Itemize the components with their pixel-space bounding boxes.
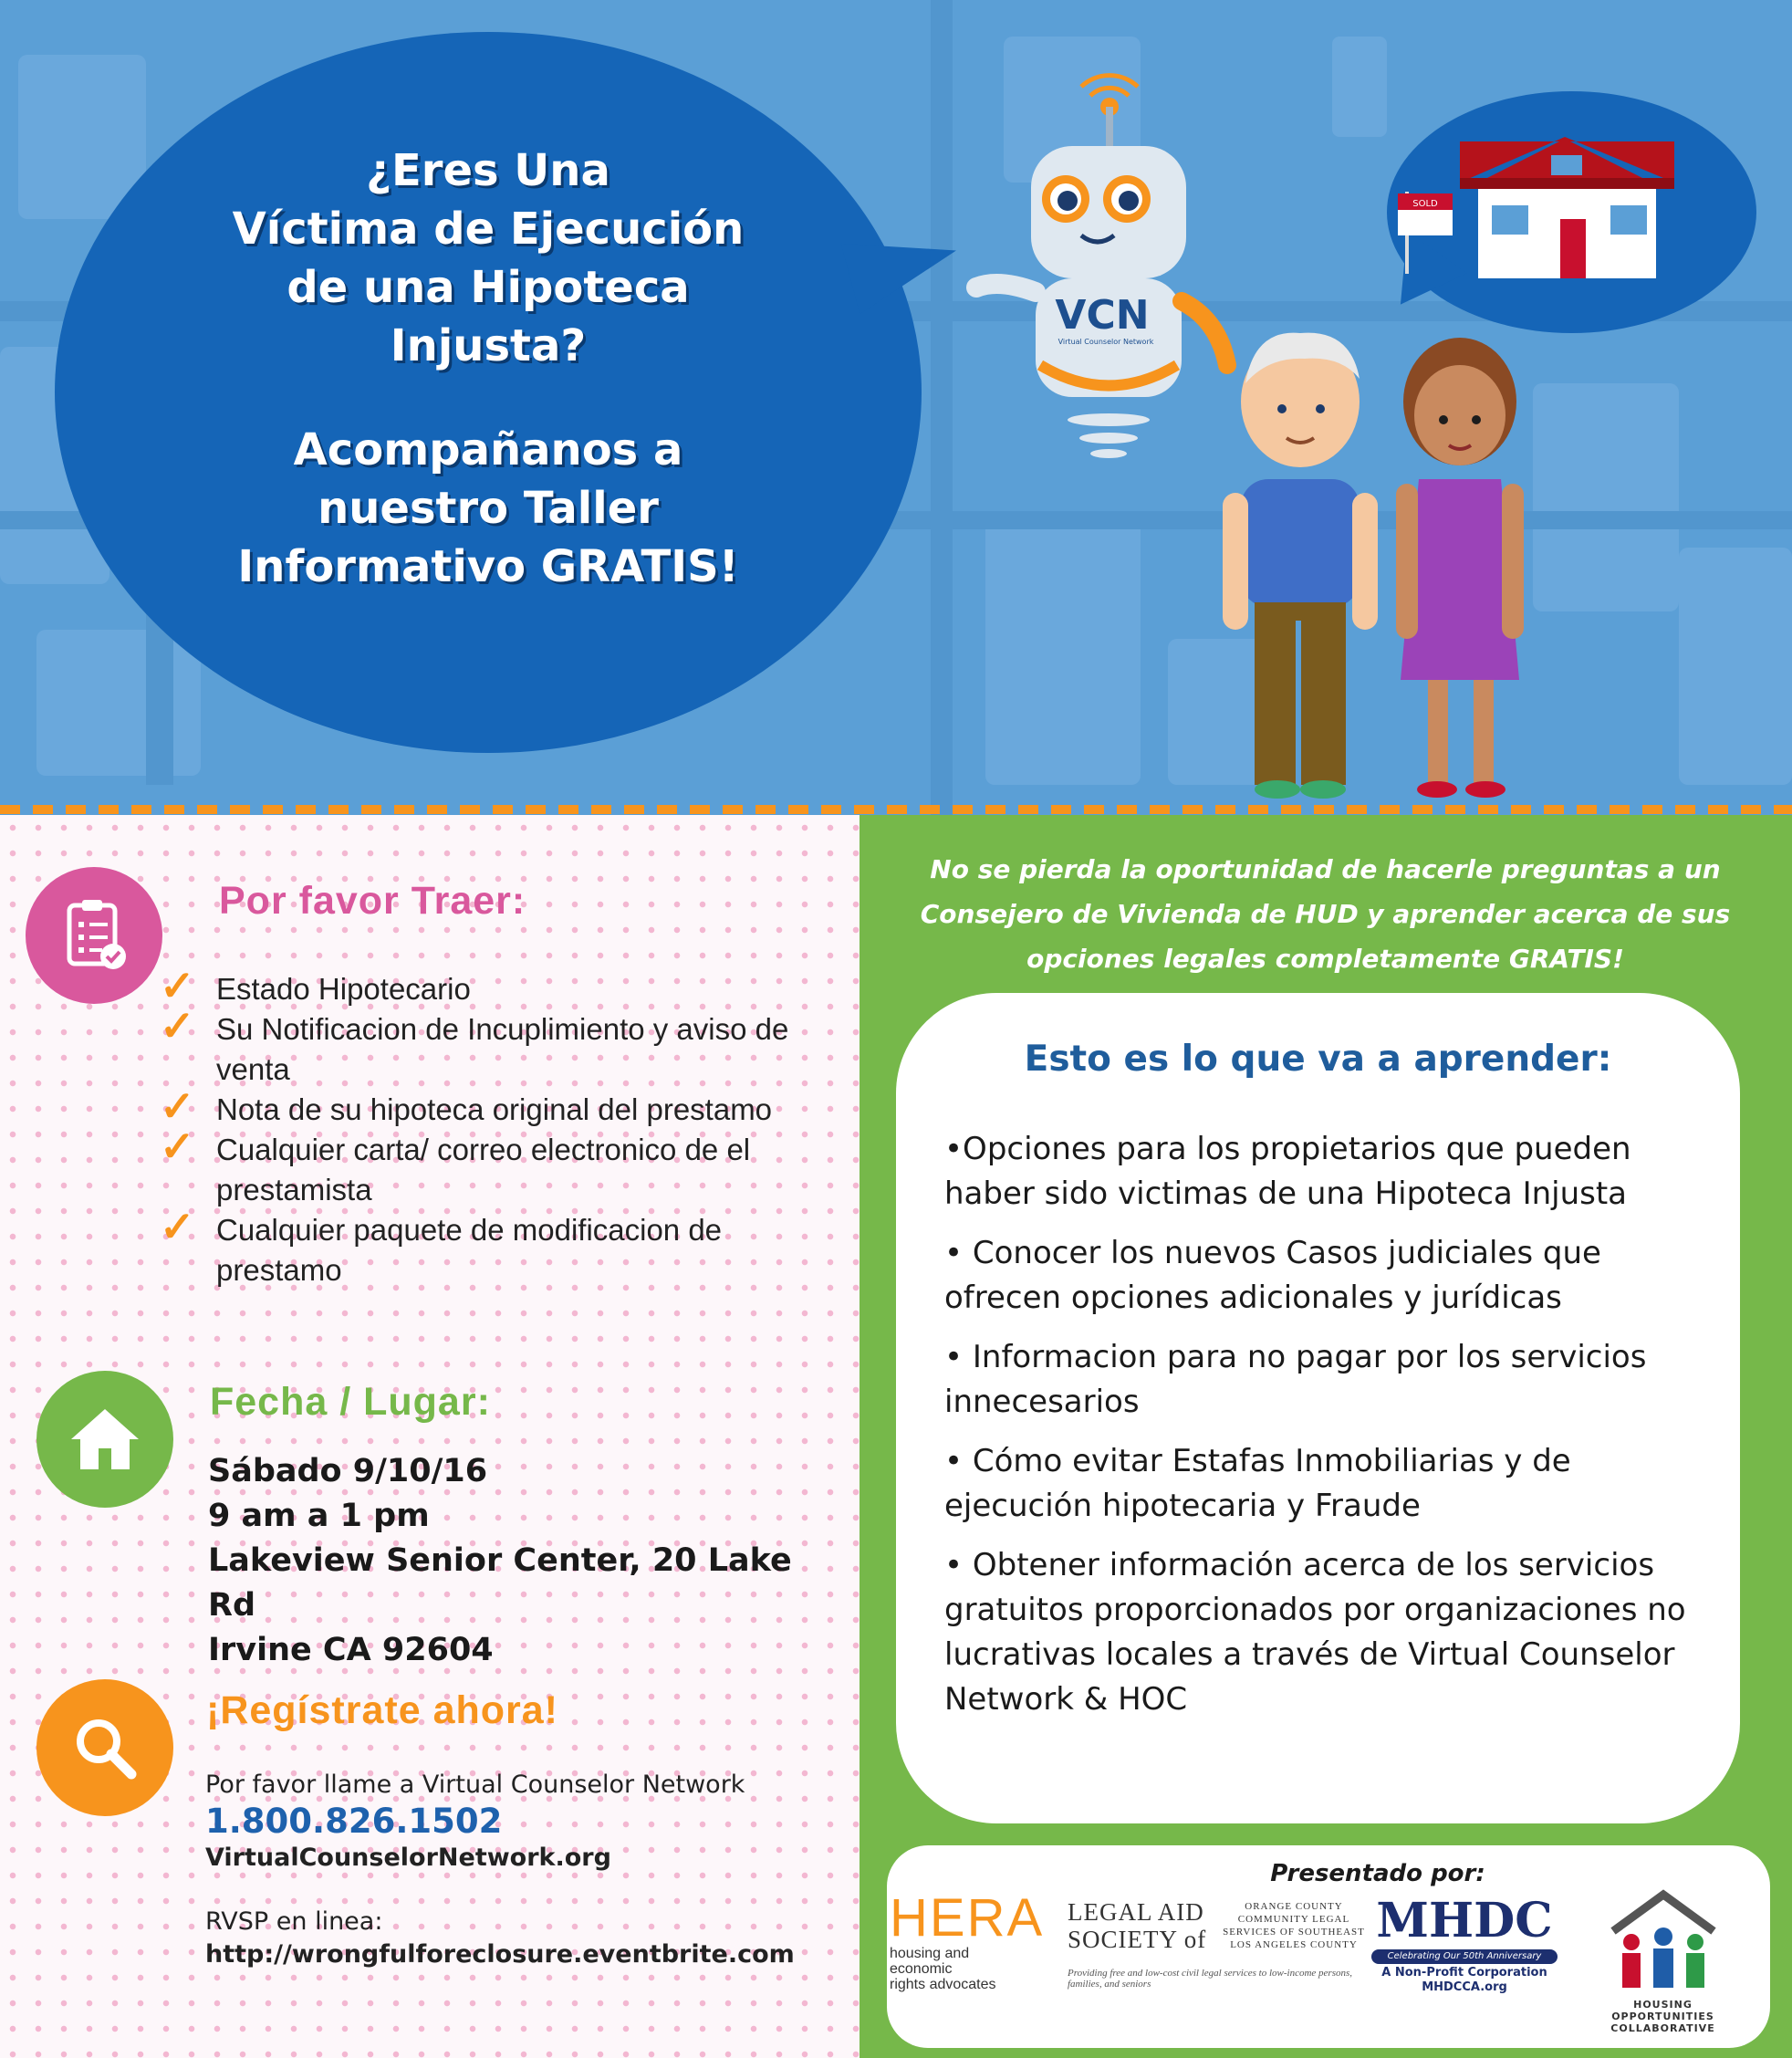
hera-tagline: economic	[890, 1961, 953, 1977]
checkmark-icon: ✓	[160, 1082, 195, 1130]
mhdc-logo	[1364, 1895, 1565, 1995]
headline-line: de una Hipoteca	[287, 262, 690, 313]
legal-aid-oc: ORANGE COUNTY COMMUNITY LEGAL SERVICES OF SOUTHEAST LOS ANGELES COUNTY	[1223, 1901, 1365, 1950]
mhdc-line: A Non-Profit Corporation	[1381, 1966, 1547, 1980]
when-title: Fecha / Lugar:	[210, 1380, 491, 1424]
learn-item: • Conocer los nuevos Casos judiciales que ofrecen opciones adicionales y jurídicas	[944, 1235, 1601, 1316]
checkmark-icon: ✓	[160, 1203, 195, 1250]
intro-line: Consejero de Vivienda de HUD y aprender acerca de sus	[920, 899, 1731, 929]
mhdc-url: MHDCCA.org	[1422, 1980, 1507, 1994]
hoc-wordmark: HOUSING OPPORTUNITIES COLLABORATIVE	[1610, 1999, 1715, 2034]
robot-logo: VCN	[1055, 292, 1150, 339]
bring-list	[160, 962, 817, 1290]
hero-banner	[0, 0, 1792, 815]
learn-item: • Cómo evitar Estafas Inmobiliarias y de ejecución hipotecaria y Fraude	[944, 1443, 1571, 1524]
divider-dashes	[0, 805, 1792, 814]
list-item: ✓ Su Notificacion de Incuplimiento y aviso de venta	[160, 1002, 789, 1086]
event-time: 9 am a 1 pm	[208, 1498, 430, 1534]
mhdc-wordmark: MHDC	[1376, 1893, 1553, 1948]
event-city: Irvine CA 92604	[208, 1632, 494, 1668]
hoc-logo	[1583, 1886, 1743, 2034]
event-date: Sábado 9/10/16	[208, 1453, 488, 1489]
intro-line: opciones legales completamente GRATIS!	[1026, 944, 1624, 974]
rsvp-label: RVSP en linea:	[205, 1907, 383, 1936]
subheadline-line: Acompañanos a	[293, 424, 683, 475]
house-icon	[36, 1371, 173, 1508]
checkmark-icon: ✓	[160, 1123, 195, 1170]
subheadline-line: nuestro Taller	[318, 483, 659, 534]
hera-tagline: rights advocates	[890, 1977, 996, 1992]
bring-title: Por favor Traer:	[219, 879, 526, 923]
legal-aid-wordmark: SOCIETY of	[1068, 1926, 1207, 1953]
mhdc-ribbon: Celebrating Our 50th Anniversary	[1371, 1949, 1558, 1964]
checkmark-icon: ✓	[160, 962, 195, 1009]
register-info	[205, 1769, 844, 1971]
hoc-house-icon	[1604, 1886, 1723, 1995]
phone-number[interactable]: 1.800.826.1502	[205, 1802, 503, 1841]
headline	[137, 141, 839, 596]
legal-aid-wordmark: LEGAL AID	[1068, 1898, 1204, 1926]
call-text: Por favor llame a Virtual Counselor Network	[205, 1771, 745, 1799]
hera-logo	[890, 1888, 1045, 1992]
headline-line: ¿Eres Una	[366, 145, 610, 196]
hera-wordmark: HERA	[890, 1888, 1045, 1948]
learn-list	[944, 1127, 1720, 1737]
learn-item: • Obtener información acerca de los servicios gratuitos proporcionados por organizaciones no lucrativas locales a través de Virtual Counselor Network & HOC	[944, 1547, 1686, 1718]
list-item: ✓ Cualquier paquete de modificacion de prestamo	[160, 1203, 723, 1287]
clipboard-icon	[26, 867, 162, 1004]
list-item: ✓ Cualquier carta/ correo electronico de el prestamista	[160, 1123, 751, 1207]
house-icon-illustration	[1396, 128, 1734, 292]
checkmark-icon: ✓	[160, 1002, 195, 1050]
couple-illustration	[1204, 319, 1551, 812]
sold-sign-text: SOLD	[1412, 199, 1438, 209]
subheadline-line: Informativo GRATIS!	[237, 541, 739, 592]
rsvp-link[interactable]: http://wrongfulforeclosure.eventbrite.com	[205, 1940, 795, 1969]
website-link[interactable]: VirtualCounselorNetwork.org	[205, 1844, 611, 1872]
search-icon	[36, 1679, 173, 1816]
list-item: ✓ Nota de su hipoteca original del prestamo	[160, 1082, 773, 1130]
learn-title: Esto es lo que va a aprender:	[1024, 1039, 1612, 1080]
register-title: ¡Regístrate ahora!	[206, 1688, 558, 1732]
learn-item: • Informacion para no pagar por los servicios innecesarios	[944, 1339, 1647, 1420]
intro-text	[894, 847, 1756, 981]
headline-line: Injusta?	[390, 320, 587, 371]
list-item: ✓ Estado Hipotecario	[160, 962, 471, 1009]
legal-aid-tagline: Providing free and low-cost civil legal services to low-income persons, families, and seniors	[1068, 1968, 1353, 1990]
event-details	[208, 1449, 847, 1673]
headline-line: Víctima de Ejecución	[232, 204, 745, 255]
event-place: Lakeview Senior Center, 20 Lake Rd	[208, 1542, 792, 1624]
presented-by: Presentado por:	[1270, 1860, 1485, 1887]
learn-item: •Opciones para los propietarios que pueden haber sido victimas de una Hipoteca Injusta	[944, 1131, 1631, 1212]
robot-logo-sub: Virtual Counselor Network	[1057, 338, 1154, 346]
legal-aid-logo	[1068, 1898, 1365, 1990]
intro-line: No se pierda la oportunidad de hacerle preguntas a un	[930, 854, 1721, 884]
hera-tagline: housing and	[890, 1946, 970, 1961]
